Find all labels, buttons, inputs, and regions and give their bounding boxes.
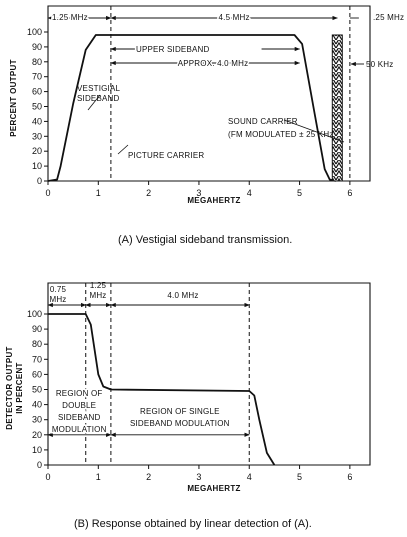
- chart-a-y-tick-label: 50: [31, 101, 42, 112]
- chart-b-y-ticks: [27, 309, 48, 470]
- chart-a-y-tick-label: 60: [31, 86, 42, 97]
- chart-a-y-tick-label: 10: [31, 161, 42, 172]
- chart-a-y-axis-label: PERCENT OUTPUT: [9, 59, 18, 137]
- chart-b-y-tick-label: 60: [31, 369, 42, 380]
- chart-a-x-tick-label: 6: [347, 188, 353, 198]
- dim-1-25mhz-b-unit: MHz: [89, 291, 107, 300]
- chart-b-y-tick-label: 70: [31, 354, 42, 365]
- region-double-label-line: MODULATION: [51, 425, 107, 434]
- chart-b-y-axis-label-line-1: DETECTOR OUTPUT: [5, 346, 14, 430]
- chart-b-x-axis-label: MEGAHERTZ: [187, 484, 241, 493]
- annotation-sound-carrier: SOUND CARRIER: [228, 117, 298, 126]
- chart-b-y-tick-label: 0: [36, 460, 42, 470]
- chart-b-caption: (B) Response obtained by linear detection of (A).: [74, 518, 312, 530]
- picture-carrier-pointer: [118, 145, 128, 154]
- chart-b-y-tick-label: 40: [31, 399, 42, 410]
- chart-a: [9, 6, 404, 246]
- chart-a-y-tick-label: 90: [31, 41, 42, 52]
- dim-25mhz-label: .25 MHz: [373, 13, 405, 22]
- chart-b-x-tick-label: 6: [347, 472, 353, 482]
- annotation-vestigial: VESTIGIAL: [77, 84, 121, 93]
- chart-b-x-tick-label: 1: [95, 472, 101, 482]
- annotation-upper-sideband: UPPER SIDEBAND: [136, 45, 210, 54]
- region-single-label-line: SIDEBAND MODULATION: [129, 419, 230, 428]
- chart-b-y-tick-label: 20: [31, 429, 42, 440]
- chart-b-frame: [48, 283, 370, 465]
- chart-a-y-tick-label: 80: [31, 56, 42, 67]
- chart-a-x-tick-label: 2: [146, 188, 152, 198]
- chart-a-x-axis-label: MEGAHERTZ: [187, 196, 241, 205]
- chart-b: [5, 281, 370, 530]
- chart-a-y-tick-label: 30: [31, 131, 42, 142]
- chart-b-y-tick-label: 30: [31, 414, 42, 425]
- chart-a-x-tick-label: 4: [246, 188, 252, 198]
- chart-b-plot-border: [48, 283, 370, 465]
- region-double-label-line: REGION OF: [55, 389, 103, 398]
- dim-4-5mhz-label: 4.5 MHz: [218, 13, 250, 22]
- chart-a-y-tick-label: 0: [36, 176, 42, 186]
- chart-b-y-tick-label: 80: [31, 339, 42, 350]
- chart-a-y-tick-label: 40: [31, 116, 42, 127]
- chart-a-y-ticks: [27, 27, 48, 186]
- dim-approx-4mhz-label: APPROX. 4.0 MHz: [177, 59, 249, 68]
- dim-1-25mhz-label: 1.25 MHz: [52, 13, 88, 22]
- annotation-fm-modulated: (FM MODULATED ± 25 KHz: [228, 130, 334, 139]
- chart-b-y-tick-label: 90: [31, 324, 42, 335]
- chart-b-x-tick-label: 0: [45, 472, 51, 482]
- annotation-50khz: 50 KHz: [366, 60, 394, 69]
- dim-0-75mhz-unit: MHz: [49, 295, 67, 304]
- dim-1-25mhz-b-value: 1.25: [89, 281, 107, 290]
- chart-a-x-tick-label: 3: [196, 188, 202, 198]
- chart-b-regions: [52, 389, 230, 434]
- annotation-picture-carrier: PICTURE CARRIER: [128, 151, 205, 160]
- chart-b-x-tick-label: 5: [297, 472, 303, 482]
- chart-b-x-tick-label: 4: [246, 472, 252, 482]
- chart-b-x-tick-label: 2: [146, 472, 152, 482]
- chart-a-y-tick-label: 20: [31, 146, 42, 157]
- chart-a-caption: (A) Vestigial sideband transmission.: [118, 234, 293, 246]
- annotation-sideband: SIDEBAND: [77, 94, 120, 103]
- chart-b-y-tick-label: 10: [31, 444, 42, 455]
- chart-b-y-tick-label: 50: [31, 384, 42, 395]
- chart-b-marks: [48, 283, 274, 465]
- dim-4mhz-label: 4.0 MHz: [167, 291, 199, 300]
- region-double-label-line: SIDEBAND: [57, 413, 101, 422]
- chart-b-x-tick-label: 3: [196, 472, 202, 482]
- chart-a-y-tick-label: 100: [26, 27, 42, 37]
- chart-a-x-tick-label: 5: [297, 188, 303, 198]
- sound-carrier-bar: [332, 35, 342, 181]
- chart-b-x-ticks: [45, 465, 352, 482]
- chart-a-x-tick-label: 0: [45, 188, 51, 198]
- chart-a-x-tick-label: 1: [95, 188, 101, 198]
- region-single-label-line: REGION OF SINGLE: [139, 407, 220, 416]
- chart-a-y-tick-label: 70: [31, 71, 42, 82]
- chart-b-y-axis-label-line-2: IN PERCENT: [15, 362, 24, 414]
- dim-0-75mhz-value: 0.75: [49, 285, 67, 294]
- chart-b-y-tick-label: 100: [26, 309, 42, 319]
- region-double-label-line: DOUBLE: [62, 401, 97, 410]
